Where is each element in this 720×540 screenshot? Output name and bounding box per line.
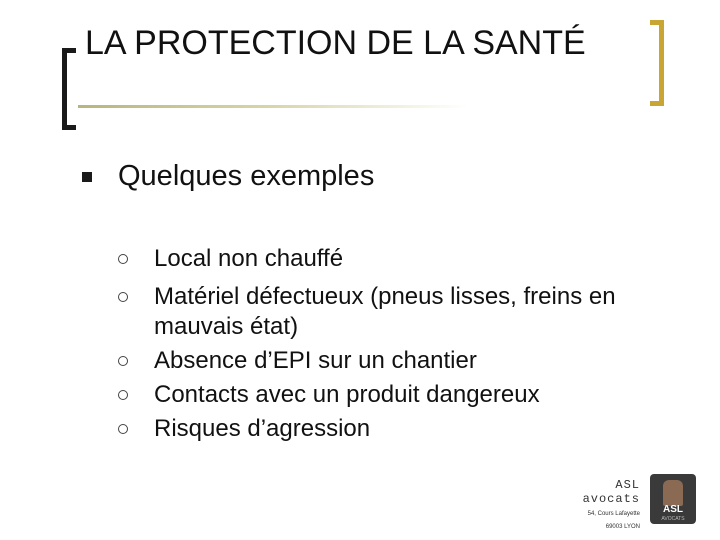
firm-address-line2: 69003 LYON bbox=[605, 524, 640, 530]
logo-silhouette bbox=[663, 480, 683, 506]
list-item-text: Contacts avec un produit dangereux bbox=[154, 381, 540, 408]
list-item-text: Absence d’EPI sur un chantier bbox=[154, 347, 477, 374]
firm-name-line1: ASL bbox=[615, 478, 640, 492]
right-bracket-decoration bbox=[650, 20, 664, 106]
slide-title: LA PROTECTION DE LA SANTÉ bbox=[85, 24, 586, 62]
square-bullet-icon bbox=[82, 172, 92, 182]
main-bullet-text: Quelques exemples bbox=[118, 160, 375, 192]
logo-mark-sublabel: AVOCATS bbox=[661, 516, 685, 522]
sub-bullet-list bbox=[118, 244, 678, 448]
firm-name-block bbox=[583, 478, 640, 532]
list-item-text: Local non chauffé bbox=[154, 245, 344, 272]
logo-mark-label: ASL bbox=[663, 504, 683, 515]
left-bracket-decoration bbox=[62, 48, 76, 130]
list-item bbox=[118, 346, 678, 376]
circle-bullet-icon bbox=[118, 390, 128, 400]
circle-bullet-icon bbox=[118, 356, 128, 366]
circle-bullet-icon bbox=[118, 254, 128, 264]
list-item-text: Risques d’agression bbox=[154, 415, 371, 442]
list-item bbox=[118, 282, 678, 342]
list-item bbox=[118, 380, 678, 410]
firm-name-line2: avocats bbox=[582, 492, 640, 506]
firm-logo-icon bbox=[650, 474, 696, 524]
title-underline bbox=[78, 105, 468, 108]
list-item bbox=[118, 244, 678, 274]
circle-bullet-icon bbox=[118, 292, 128, 302]
list-item-text: Matériel défectueux (pneus lisses, freins en mauvais état) bbox=[154, 283, 616, 340]
firm-address-line1: 54, Cours Lafayette bbox=[587, 511, 640, 517]
list-item bbox=[118, 414, 678, 444]
circle-bullet-icon bbox=[118, 424, 128, 434]
